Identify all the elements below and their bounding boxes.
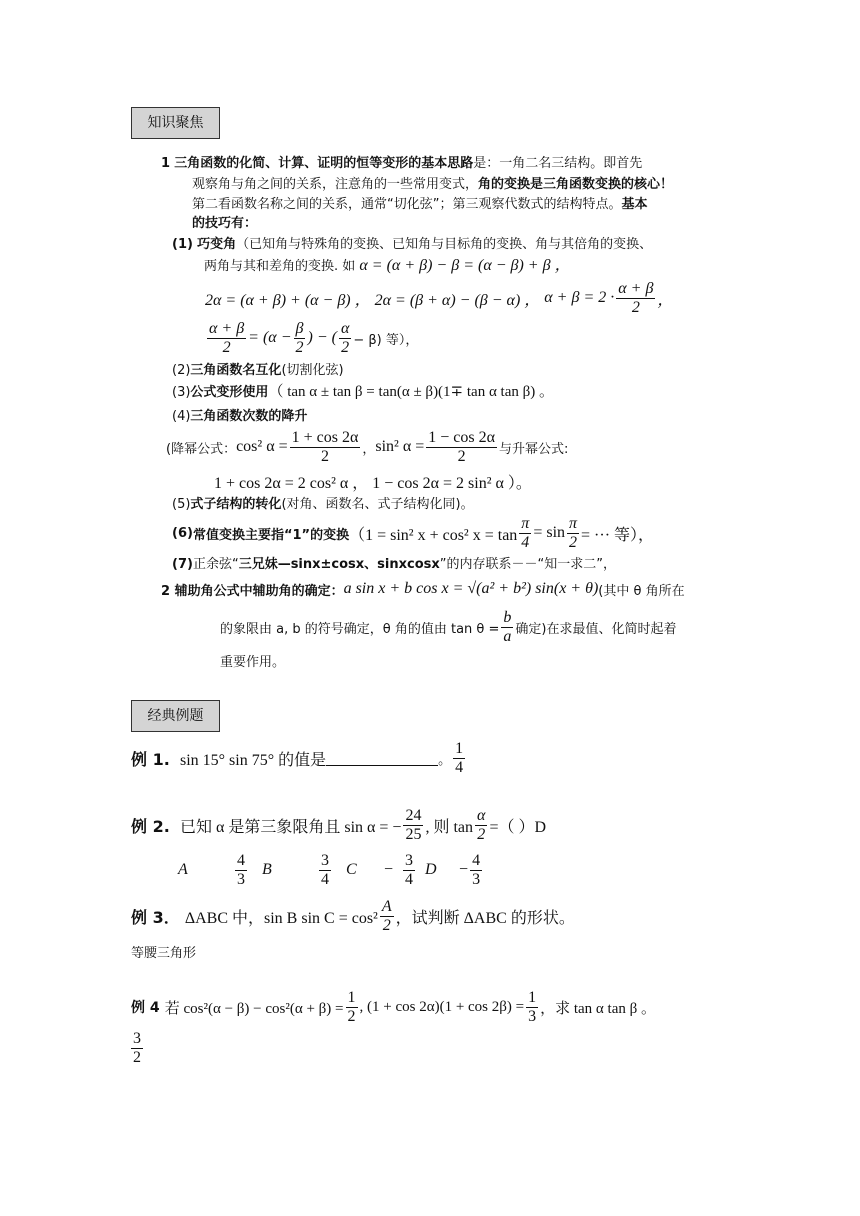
option-c-letter: C: [346, 861, 357, 878]
option-d-value: $\frac{4}{3}$: [472, 851, 481, 888]
point-1-line3: [192, 193, 648, 212]
option-c-value: $\frac{3}{4}$: [405, 851, 414, 888]
option-d-letter: D: [425, 861, 437, 878]
example-4-label: 例 4: [131, 1000, 160, 1016]
example-3-end: ，试判断 ΔABC 的形状。: [395, 909, 575, 927]
tech-1-eq2a: 2α = (α + β) + (α − β) ，: [205, 291, 371, 309]
tech-7: [172, 553, 616, 572]
example-3-label: 例 3．: [131, 907, 180, 927]
tech-5-text: (对角、函数名、式子结构化同)。: [281, 497, 474, 512]
example-3-frac: $\frac{A}{2}$: [381, 897, 392, 934]
point-2-frac: $\frac{b}{a}$: [503, 608, 512, 645]
tech-4-sin2: sin² α =: [375, 438, 425, 455]
tech-6-frac-pi2: $\frac{\pi}{2}$: [569, 514, 578, 551]
tech-1-line1: [172, 233, 652, 252]
tech-1-eq1: α = (α + β) − β = (α − β) + β ，: [359, 257, 571, 274]
example-2-end: =（ ）D: [489, 818, 547, 836]
tech-1-comma: ，: [657, 291, 674, 309]
example-4: [131, 986, 656, 1028]
point-2-title: 2 辅助角公式中辅助角的确定：: [161, 583, 344, 599]
tech-6-mid: = sin: [533, 524, 566, 541]
example-1-after: 。: [438, 752, 452, 768]
tech-3-title: 公式变形使用: [190, 385, 269, 400]
point-2-line2: [220, 606, 676, 648]
example-4-mid: , (1 + cos 2α)(1 + cos 2β) =: [359, 998, 525, 1015]
tech-1-eq2b: 2α = (β + α) − (β − α) ，: [374, 291, 541, 309]
example-2: [131, 804, 546, 846]
tech-7-number: (7): [172, 557, 193, 572]
example-1-text: sin 15° sin 75° 的值是: [179, 751, 327, 769]
tech-2-text: (切割化弦): [281, 363, 344, 378]
point-1-line3-bold: 基本: [621, 197, 648, 212]
example-4-answer-frac: $\frac{3}{2}$: [133, 1030, 141, 1066]
tech-2-title: 三角函数名互化: [190, 363, 282, 378]
example-3: [131, 895, 575, 937]
tech-4-frac-sin: $\frac{1 - \cos 2\alpha}{2}$: [428, 428, 495, 465]
point-1-line3-text: 第二看函数名称之间的关系，通常“切化弦”；第三观察代数式的结构特点。: [192, 197, 622, 212]
example-4-answer: [129, 1030, 145, 1067]
point-1-line1: [161, 152, 642, 171]
tech-6: [172, 512, 654, 554]
example-1-label: 例 1.: [131, 749, 170, 769]
example-2-frac: $\frac{24}{25}$: [405, 806, 422, 843]
tech-4-number: (4): [172, 409, 191, 424]
tech-1-eq3-open: = (α −: [248, 329, 292, 346]
section-heading-knowledge: 知识聚焦: [131, 107, 220, 139]
point-2-line3: 重要作用。: [220, 655, 286, 670]
point-2-rest: (其中 θ 角所在: [598, 583, 685, 599]
tech-3-formula: （ tan α ± tan β = tan(α ± β)(1∓ tan α tan β) 。: [268, 384, 555, 400]
example-1-answer-blank: [326, 751, 438, 766]
tech-1-line3: [205, 280, 673, 316]
tech-3-number: (3): [172, 385, 191, 400]
option-c-sign: −: [384, 861, 394, 878]
example-4-text: 若 cos²(α − β) − cos²(α + β) =: [164, 1000, 344, 1017]
example-4-frac2: $\frac{1}{3}$: [528, 988, 537, 1025]
point-2-line2a: 的象限由 a, b 的符号确定，θ 角的值由 tan θ =: [220, 621, 500, 637]
point-1-number: 1: [161, 156, 171, 171]
option-d-sign: −: [459, 861, 469, 878]
tech-4-cos2: cos² α =: [236, 438, 288, 455]
tech-4-frac-cos: $\frac{1 + \cos 2\alpha}{2}$: [291, 428, 359, 465]
tech-4-title: 三角函数次数的降升: [190, 409, 308, 424]
tech-4-line3: 1 + cos 2α = 2 cos² α ， 1 − cos 2α = 2 sin² α ）。: [214, 475, 532, 492]
tech-2-number: (2): [172, 363, 191, 378]
tech-6-eq: （1 = sin² x + cos² x = tan: [349, 526, 518, 544]
point-1-core-statement: 角的变换是三角函数变换的核心！: [478, 177, 674, 192]
tech-7-text2: ”的内存联系－－“知一求二”，: [439, 557, 616, 572]
tech-3: [172, 380, 554, 401]
tech-4-lead: (降幂公式：: [166, 441, 237, 457]
option-b-value: $\frac{3}{4}$: [321, 851, 329, 888]
example-2-text: 已知 α 是第三象限角且 sin α = −: [179, 818, 402, 836]
tech-1-eq3-mid: ) − (: [307, 329, 337, 346]
option-a-letter: A: [178, 861, 188, 878]
tech-4-tail: 与升幂公式:: [498, 441, 569, 457]
point-1-line2: [192, 173, 673, 192]
tech-2: [172, 359, 344, 378]
example-2-tan-frac: $\frac{\alpha}{2}$: [477, 806, 486, 843]
example-3-text: ΔABC 中，sin B sin C = cos²: [184, 909, 378, 927]
tech-1-number: (1): [172, 237, 193, 252]
example-2-options: [178, 849, 484, 891]
tech-4-line2: [166, 426, 568, 468]
tech-4: [172, 405, 307, 424]
tech-5-title: 式子结构的转化: [190, 497, 282, 512]
example-4-end: ，求 tan α tan β 。: [540, 1000, 657, 1017]
tech-6-number: (6): [172, 525, 193, 541]
tech-1-title: 巧变角: [197, 237, 237, 252]
tech-4-sep: ，: [362, 441, 376, 457]
section-heading-examples: 经典例题: [131, 700, 220, 732]
example-4-frac1: $\frac{1}{2}$: [347, 988, 356, 1025]
example-2-label: 例 2.: [131, 816, 170, 836]
example-1: [131, 737, 467, 779]
point-1-rest: 是：一角二名三结构。即首先: [473, 156, 643, 171]
tech-1-eq3-end: − β) 等），: [353, 332, 419, 348]
option-a-value: $\frac{4}{3}$: [237, 851, 245, 888]
tech-1-line2: [204, 252, 571, 275]
point-2-formula: a sin x + b cos x = √(a² + b²) sin(x + θ): [343, 580, 599, 597]
tech-1-frac-ab: $\frac{\alpha + \beta}{2}$: [618, 279, 654, 316]
option-b-letter: B: [262, 861, 272, 878]
point-1-line2-text: 观察角与角之间的关系，注意角的一些常用变式，: [192, 177, 479, 192]
example-2-mid: , 则 tan: [425, 818, 474, 836]
example-1-answer: $\frac{1}{4}$: [455, 739, 464, 776]
tech-5: [172, 493, 474, 512]
point-1-title: 三角函数的化简、计算、证明的恒等变形的基本思路: [174, 156, 474, 171]
point-1-line4: 的技巧有：: [192, 216, 258, 231]
tech-7-text1: 正余弦“: [192, 557, 239, 572]
example-3-answer: 等腰三角形: [131, 946, 197, 961]
tech-1-frac-a: $\frac{\alpha}{2}$: [340, 319, 350, 356]
tech-1-frac-ab-2: $\frac{\alpha + \beta}{2}$: [209, 319, 245, 356]
point-2-line2b: 确定)在求最值、化简时起着: [515, 621, 677, 637]
tech-1-line4: [205, 318, 418, 358]
tech-6-end: = ··· 等），: [581, 526, 655, 544]
tech-1-eq2c: α + β = 2 ·: [544, 289, 615, 306]
tech-6-frac-pi4: $\frac{\pi}{4}$: [521, 514, 530, 551]
tech-7-bold: 三兄妹—sinx±cosx、sinxcosx: [238, 557, 440, 572]
tech-1-frac-b: $\frac{\beta}{2}$: [295, 319, 304, 356]
point-2-line1: [161, 575, 685, 603]
tech-6-title: 常值变换主要指“1”的变换: [192, 527, 350, 543]
tech-1-desc2: 两角与其和差角的变换. 如: [204, 259, 356, 274]
tech-5-number: (5): [172, 497, 191, 512]
tech-1-desc: （已知角与特殊角的变换、已知角与目标角的变换、角与其倍角的变换、: [236, 237, 653, 252]
